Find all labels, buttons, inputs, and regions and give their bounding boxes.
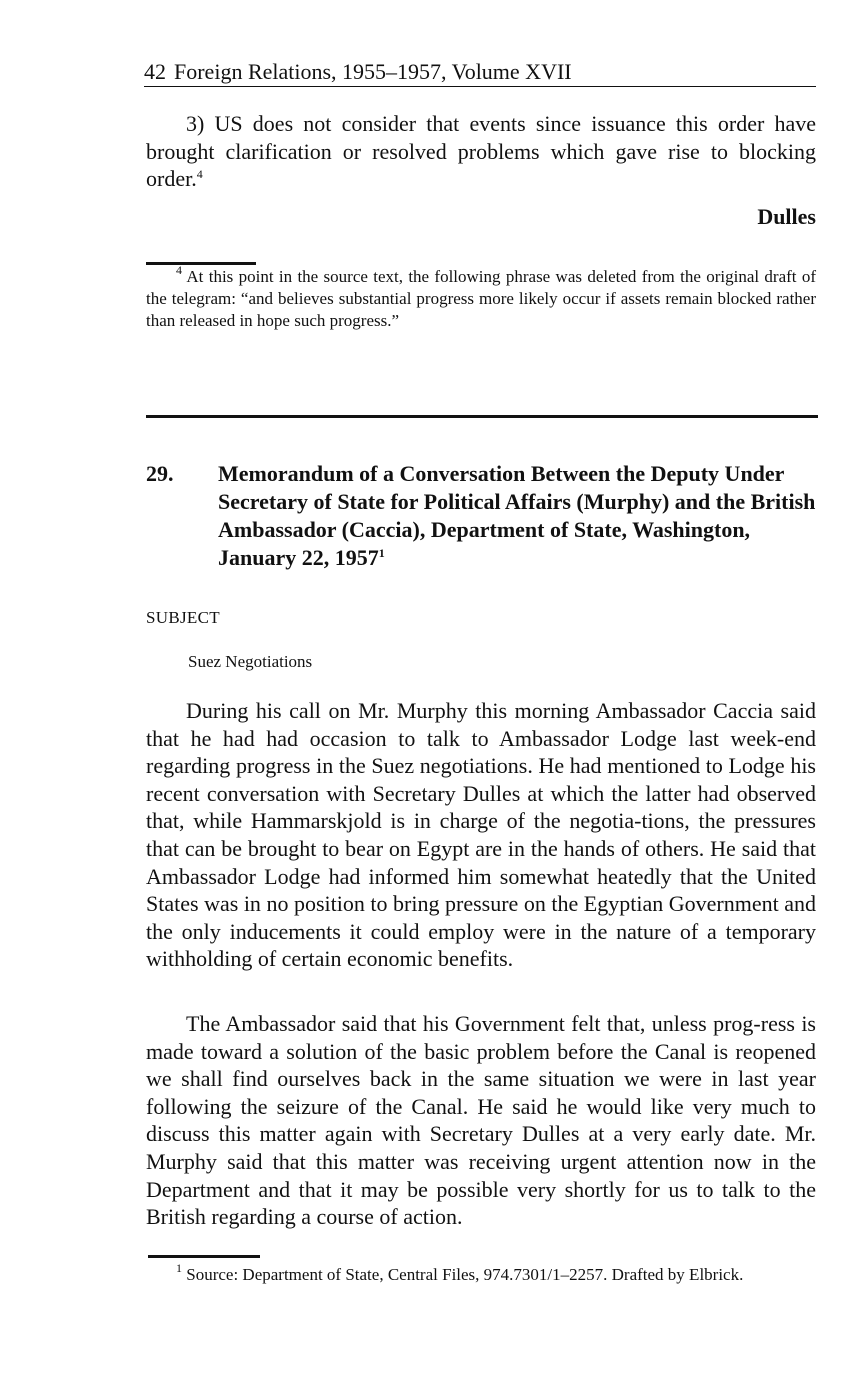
document-number: 29. (146, 461, 174, 486)
volume-title: Foreign Relations, 1955–1957, Volume XVII (174, 59, 572, 84)
footnote-marker: 1 (176, 1261, 182, 1275)
footnote-rule (146, 262, 256, 265)
footnote-marker: 4 (176, 263, 182, 277)
footnote-rule (148, 1255, 260, 1258)
subject-label: SUBJECT (146, 608, 220, 627)
running-head (144, 58, 816, 87)
section-divider (146, 415, 818, 418)
body-paragraph: The Ambassador said that his Government felt that, unless prog-ress is made toward a solution of the basic problem before the Canal is reopened we shall find ourselves back in the same situation we were in last year following the seizure of the Canal. He said he would like very much to discuss this matter again with Secretary Dulles at a very early date. Mr. Murphy said that this matter was receiving urgent attention now in the Department and that it may be possible very shortly for us to talk to the British regarding a course of action. (146, 1011, 816, 1230)
title-footnote-ref: 1 (378, 546, 385, 560)
page-number: 42 (144, 59, 166, 84)
footnote-4 (146, 263, 817, 332)
document-title: Memorandum of a Conversation Between the Deputy Under Secretary of State for Political Affairs (Murphy) and the British Ambassador (Caccia), Department of State, Washington, January 22, 1957$^1$ (218, 461, 816, 570)
closing-paragraph: 3) US does not consider that events since issuance this order have brought clarification or resolved problems which gave rise to blocking order.$^4$ (146, 111, 816, 192)
footnote-ref: 4 (196, 167, 203, 182)
body-paragraph: During his call on Mr. Murphy this morning Ambassador Caccia said that he had had occasion to talk to Ambassador Lodge last week-end regarding progress in the Suez negotiations. He had mentioned to Lodge his recent conversation with Secretary Dulles at which the latter had observed that, while Hammarskjold is in charge of the negotia-tions, the pressures that can be brought to bear on Egypt are in the hands of others. He said that Ambassador Lodge had informed him somewhat heatedly that the United States was in no position to bring pressure on the Egyptian Government and the only inducements it could employ were in the nature of a temporary withholding of certain economic benefits. (146, 698, 816, 972)
signature: Dulles (757, 204, 816, 229)
subject-value: Suez Negotiations (188, 652, 313, 671)
footnote-1 (146, 1261, 816, 1286)
footnote-text: Source: Department of State, Central Files, 974.7301/1–2257. Drafted by Elbrick. (186, 1265, 744, 1284)
footnote-text: At this point in the source text, the following phrase was deleted from the original draft of the telegram: “and believes substantial progress more likely occur if assets remain blocked rather than released in hope such progress.” (146, 267, 817, 330)
